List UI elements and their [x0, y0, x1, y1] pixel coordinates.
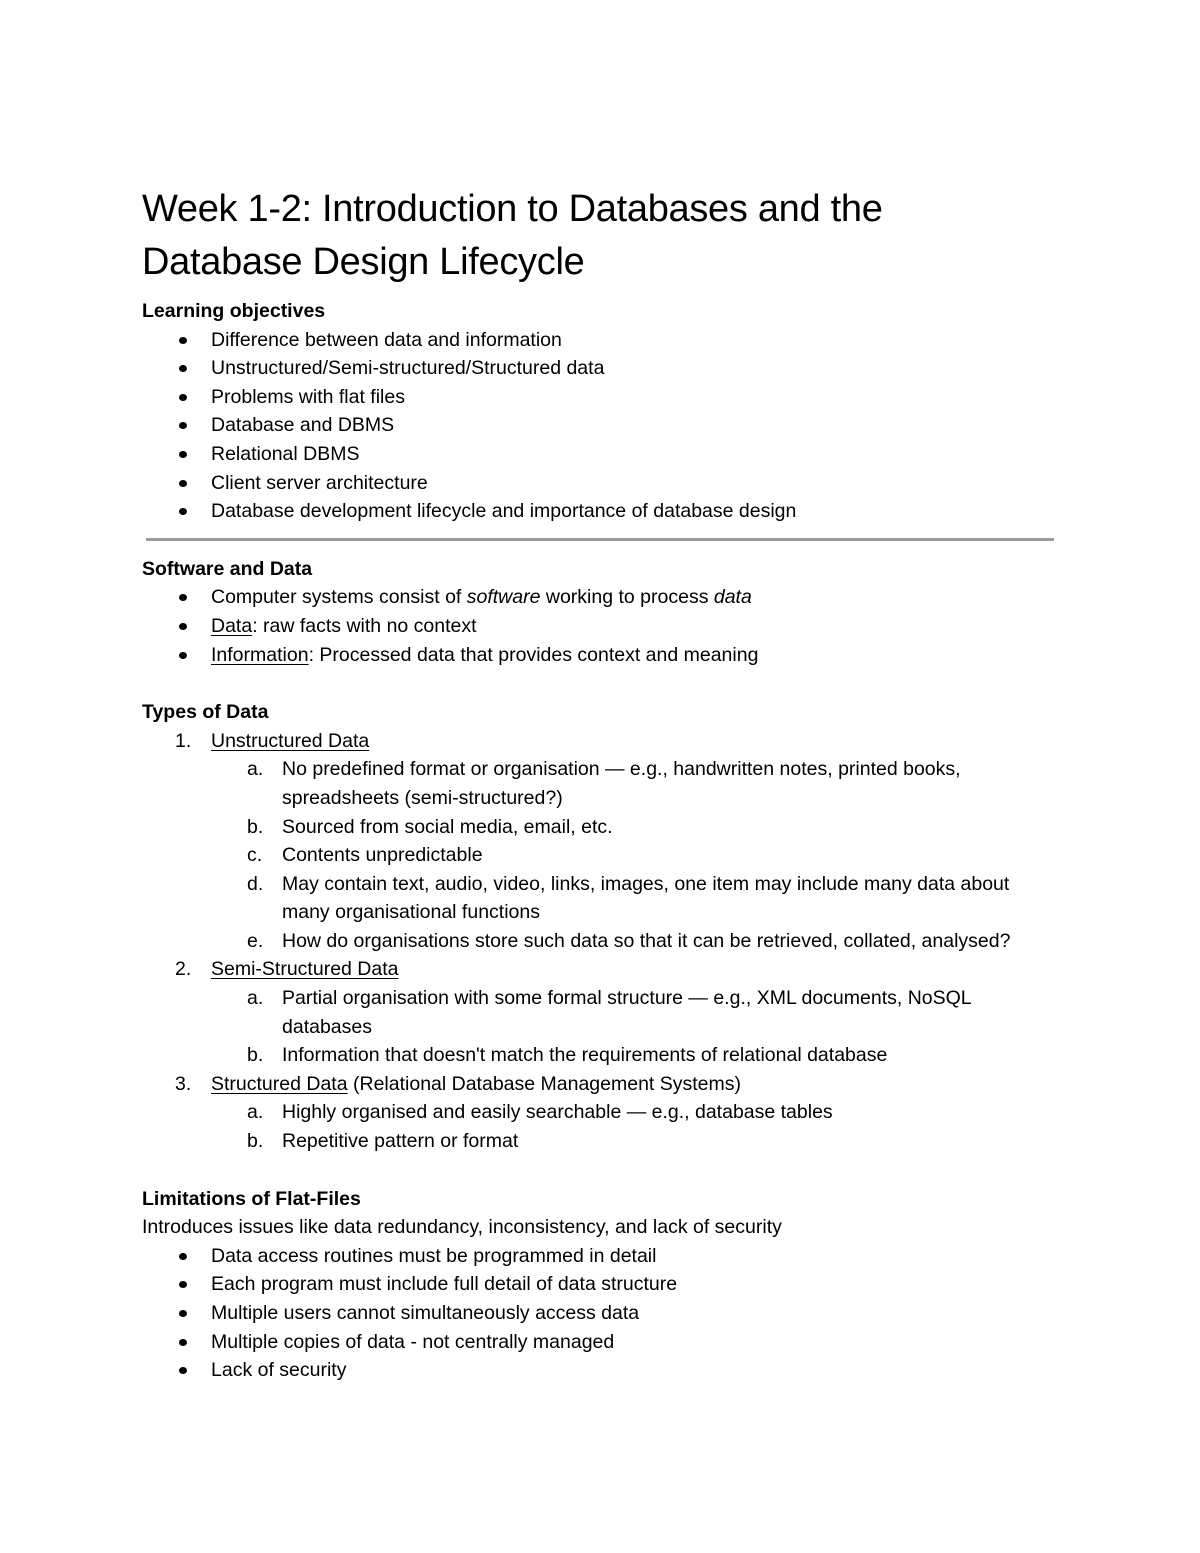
objectives-list	[142, 326, 1054, 526]
sub-list-item: a. Partial organisation with some formal structure — e.g., XML documents, NoSQL databases	[247, 987, 971, 1038]
list-item: Data access routines must be programmed in detail	[142, 1242, 1054, 1271]
list-item: Data: raw facts with no context	[142, 612, 1054, 641]
list-item: 3. Structured Data (Relational Database Management Systems) a. Highly organised and easily searchable — e.g., database tables b. Repetitive pattern or format	[142, 1070, 1054, 1156]
list-item: 2. Semi-Structured Data a. Partial organisation with some formal structure — e.g., XML documents, NoSQL databases b. Information that doesn't match the requirements of relational database	[142, 955, 1054, 1069]
bullet-icon	[179, 623, 187, 630]
sub-list-item: a. No predefined format or organisation — e.g., handwritten notes, printed books, spreadsheets (semi-structured?)	[247, 758, 961, 809]
bullet-icon	[179, 1310, 187, 1317]
bullet-icon	[179, 480, 187, 487]
sub-list-item: b. Repetitive pattern or format	[247, 1130, 519, 1153]
title-line-1: Week 1-2: Introduction to Databases and the	[142, 188, 883, 230]
flatfiles-intro: Introduces issues like data redundancy, inconsistency, and lack of security	[142, 1216, 782, 1239]
bullet-icon	[179, 422, 187, 429]
type-label: Structured Data	[211, 1072, 348, 1095]
bullet-icon	[179, 1253, 187, 1260]
sub-list-item: b. Information that doesn't match the requirements of relational database	[247, 1044, 888, 1067]
list-item: Information: Processed data that provides context and meaning	[142, 641, 1054, 670]
list-item: Problems with flat files	[142, 383, 1054, 412]
term-information: Information	[211, 643, 309, 666]
software-list	[142, 583, 1054, 669]
document-page	[142, 183, 1054, 1385]
title-line-2: Database Design Lifecycle	[142, 241, 585, 283]
flatfiles-list	[142, 1242, 1054, 1385]
bullet-icon	[179, 1367, 187, 1374]
list-item: Database development lifecycle and importance of database design	[142, 497, 1054, 526]
list-item: Relational DBMS	[142, 440, 1054, 469]
sub-list-item: a. Highly organised and easily searchable — e.g., database tables	[247, 1101, 833, 1124]
bullet-icon	[179, 451, 187, 458]
list-item: Lack of security	[142, 1356, 1054, 1385]
objectives-heading: Learning objectives	[142, 300, 326, 322]
type-label: Semi-Structured Data	[211, 958, 399, 981]
software-heading: Software and Data	[142, 557, 313, 580]
types-list	[142, 727, 1054, 1156]
list-item: 1. Unstructured Data a. No predefined format or organisation — e.g., handwritten notes, printed books, spreadsheets (semi-structured?) b. Sourced from social media, email, etc. c. Contents unpredictable d. May contain text, audio, video, links, images, one item may include many data about many organisational functions e. How do organisations store such data so that it can be retrieved, collated, analysed?	[142, 727, 1054, 956]
bullet-icon	[179, 508, 187, 515]
list-item: Each program must include full detail of data structure	[142, 1270, 1054, 1299]
term-data: Data	[211, 614, 253, 637]
sub-list	[211, 755, 1054, 955]
bullet-icon	[179, 365, 187, 372]
sub-list	[211, 984, 1054, 1070]
sub-list-item: e. How do organisations store such data so that it can be retrieved, collated, analysed?	[247, 929, 1011, 952]
bullet-icon	[179, 1281, 187, 1288]
type-label: Unstructured Data	[211, 729, 370, 752]
sub-list-item: b. Sourced from social media, email, etc.	[247, 815, 613, 838]
list-item: Multiple users cannot simultaneously access data	[142, 1299, 1054, 1328]
list-item: Difference between data and information	[142, 326, 1054, 355]
bullet-icon	[179, 394, 187, 401]
sub-list-item: c. Contents unpredictable	[247, 844, 483, 867]
list-item: Database and DBMS	[142, 411, 1054, 440]
bullet-icon	[179, 1339, 187, 1346]
list-item: Multiple copies of data - not centrally managed	[142, 1328, 1054, 1357]
horizontal-divider	[146, 538, 1054, 541]
list-item: Client server architecture	[142, 469, 1054, 498]
types-heading: Types of Data	[142, 701, 269, 724]
bullet-icon	[179, 337, 187, 344]
bullet-icon	[179, 594, 187, 601]
page-title	[142, 183, 1054, 289]
sub-list-item: d. May contain text, audio, video, links, images, one item may include many data about many organisational functions	[247, 872, 1010, 924]
flatfiles-heading: Limitations of Flat-Files	[142, 1187, 361, 1210]
sub-list	[211, 1098, 1054, 1155]
list-item: Computer systems consist of software working to process data	[142, 583, 1054, 612]
bullet-icon	[179, 652, 187, 659]
list-item: Unstructured/Semi-structured/Structured data	[142, 354, 1054, 383]
